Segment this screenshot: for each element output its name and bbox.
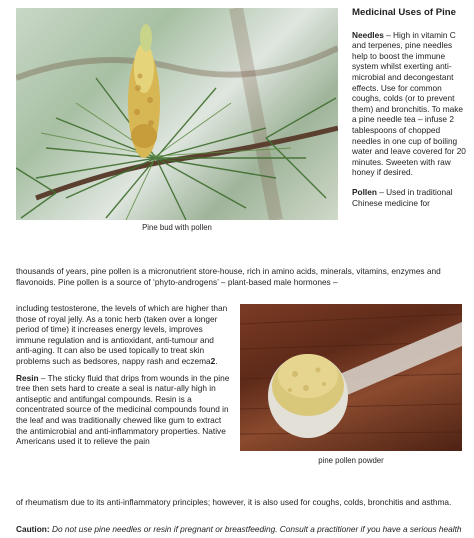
pollen-more-end: . (215, 355, 218, 366)
pollen-photo-caption: pine pollen powder (318, 456, 384, 465)
caution-note (16, 524, 464, 535)
needles-label: Needles (352, 29, 384, 40)
needles-text: – High in vitamin C and terpenes, pine needles help to boost the immune system whilst exerting anti-microbial and decongestant effects. Use for common coughs, colds (or to prevent them) and bronchitis. To make a pine needle tea – infuse 2 tablespoons of chopped needles in one cup of boiling water and leave covered for 20 minutes. Sweeten with raw honey if desired. (352, 29, 466, 178)
pollen-paragraph-start (352, 187, 468, 208)
pollen-text: – Used in traditional Chinese medicine for (352, 186, 453, 208)
pollen-label: Pollen (352, 186, 377, 197)
resin-label: Resin (16, 372, 39, 383)
section-title: Medicinal Uses of Pine (352, 7, 456, 18)
resin-paragraph (16, 373, 230, 447)
pollen-paragraph-more (16, 303, 230, 367)
resin-text: – The sticky fluid that drips from wounds in the pine tree then sets hard to create a seal is natur-ally high in antiseptic and antifungal compounds. Resin is a concentrated source of the medicinal compounds found in the leaf and was traditionally chewed like gum to extract the antimicrobial and anti-inflammatory properties. Native Americans used it to relieve the pain (16, 372, 230, 447)
pollen-paragraph-continued: thousands of years, pine pollen is a micronutrient store-house, rich in amino acids, minerals, vitamins, enzymes and flavonoids. Pine pollen is a source of ‘phyto-androgens’ – plant-based male hormones – (16, 266, 441, 287)
pine-bud-photo (16, 8, 338, 220)
right-column (352, 8, 468, 217)
needles-paragraph (352, 30, 468, 178)
caution-label: Caution: (16, 524, 50, 534)
pollen-more-text: including testosterone, the levels of which are higher than those of royal jelly. As a tonic herb (taken over a longer period of time) it increases energy levels, improves immune regulation and is antioxidant, anti-tumour and anti-aging. It can also be used topically to treat skin problems such as bedsores, nappy rash and eczema (16, 303, 228, 366)
pollen-reference: 2 (210, 355, 216, 366)
resin-paragraph-end: of rheumatism due to its anti-inflammatory principles; however, it is also used for coughs, colds, bronchitis and asthma. (16, 497, 452, 507)
left-column (16, 303, 230, 453)
pine-pollen-photo (240, 304, 462, 451)
caution-text: Do not use pine needles or resin if pregnant or breastfeeding. Consult a practitioner if you have a serious health (49, 524, 462, 534)
pine-photo-caption: Pine bud with pollen (142, 223, 212, 232)
